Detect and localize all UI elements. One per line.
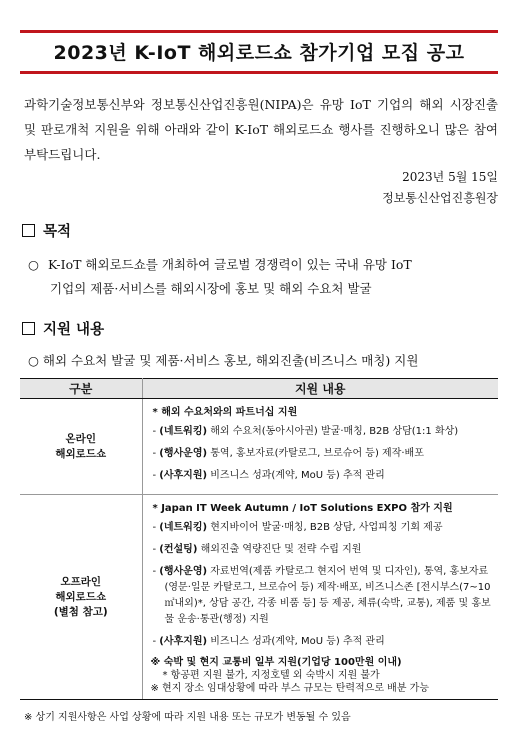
list-item: - (행사운영) 자료번역(제품 카탈로그 현지어 번역 및 디자인), 통역, 홍보자료(영문·일문 카탈로그, 브로슈어 등) 제작·배포, 비즈니스존 [전시부스(7~10㎡내외)*, 상담 공간, 각종 비품 등] 등 제공, 체류(숙박, 교통), 제품 및 홍보물 운송·통관(행정) 지원 [152,566,491,625]
category-online [20,399,142,495]
offline-note-booth: ※ 현지 장소 임대상황에 따라 부스 규모는 탄력적으로 배분 가능 [150,683,429,694]
offline-event-title: * Japan IT Week Autumn / IoT Solutions EXPO 참가 지원 [152,503,453,514]
circle-bullet-icon: ○ [28,353,39,368]
intro-paragraph: 과학기술정보통신부와 정보통신산업진흥원(NIPA)은 유망 IoT 기업의 해외 시장진출 및 판로개척 지원을 위해 아래와 같이 K-IoT 해외로드쇼 행사를 진행하오니 많은 참여 부탁드립니다. [24,97,498,162]
purpose-line-1 [28,253,498,277]
category-offline-line3: (별첨 참고) [53,605,108,618]
category-offline-line1: 오프라인 [60,575,102,588]
page-title: 2023년 K-IoT 해외로드쇼 참가기업 모집 공고 [53,42,465,64]
purpose-line-2: 기업의 제품·서비스를 해외시장에 홍보 및 해외 수요처 발굴 [50,281,372,296]
circle-bullet-icon: ○ [28,257,39,272]
title-bottom-rule [20,71,498,74]
title-top-rule [20,30,498,33]
footer-note: ※ 상기 지원사항은 사업 상황에 따라 지원 내용 또는 규모가 변동될 수 있음 [24,712,351,723]
announcement-date: 2023년 5월 15일 [402,170,498,184]
purpose-text-1: K-IoT 해외로드쇼를 개최하여 글로벌 경쟁력이 있는 국내 유망 IoT [48,257,412,272]
section-title-support: 지원 내용 [43,322,105,338]
category-offline [20,495,142,700]
purpose-block [28,253,498,301]
online-event-title: * 해외 수요처와의 파트너십 지원 [152,407,298,418]
support-table [20,378,498,700]
list-item: - (컨설팅) 해외진출 역량진단 및 전략 수립 지원 [152,544,362,555]
table-header-category: 구분 [20,379,142,399]
list-item: - (사후지원) 비즈니스 성과(계약, MoU 등) 추적 관리 [152,636,385,647]
section-heading-purpose [22,220,71,241]
offline-note-lodging: ※ 숙박 및 현지 교통비 일부 지원(기업당 100만원 이내) [150,657,402,668]
list-item: - (사후지원) 비즈니스 성과(계약, MoU 등) 추적 관리 [152,470,385,481]
content-offline [142,495,498,700]
table-row-online [20,399,498,495]
support-summary-text: 해외 수요처 발굴 및 제품·서비스 홍보, 해외진출(비즈니스 매칭) 지원 [42,353,419,368]
section-heading-support [22,318,104,339]
category-online-line1: 온라인 [65,432,96,445]
list-item: - (네트워킹) 현지바이어 발굴·매칭, B2B 상담, 사업피칭 기회 제공 [152,522,443,533]
support-summary [28,351,498,369]
category-online-line2: 해외로드쇼 [55,447,107,460]
title-banner [20,30,498,74]
table-row-offline [20,495,498,700]
checkbox-square-icon [22,224,35,237]
table-header-content: 지원 내용 [142,379,498,399]
section-title-purpose: 목적 [43,224,72,240]
offline-note-flight: * 항공편 지원 불가, 지정호텔 외 숙박시 지원 불가 [162,670,380,681]
category-offline-line2: 해외로드쇼 [55,590,107,603]
issuing-organization: 정보통신산업진흥원장 [382,191,498,205]
list-item: - (행사운영) 통역, 홍보자료(카탈로그, 브로슈어 등) 제작·배포 [152,448,424,459]
checkbox-square-icon [22,322,35,335]
list-item: - (네트워킹) 해외 수요처(동아시아권) 발굴·매칭, B2B 상담(1:1 화상) [152,426,459,437]
table-header-row [20,379,498,399]
content-online [142,399,498,495]
